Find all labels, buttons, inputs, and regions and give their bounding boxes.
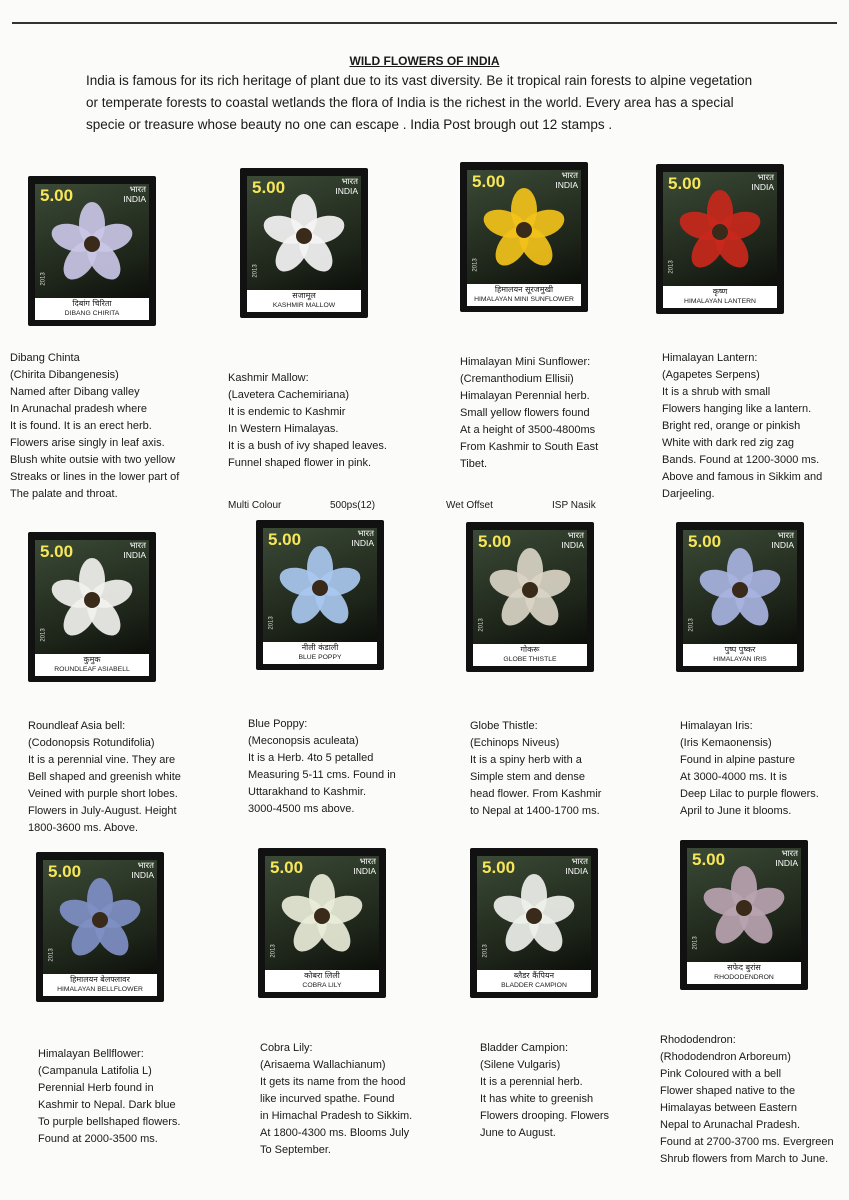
stamp-english-name: HIMALAYAN MINI SUNFLOWER (474, 296, 574, 303)
flower-description (460, 354, 598, 473)
stamp-year: 2013 (252, 264, 259, 278)
stamp-country: भारत INDIA (123, 185, 146, 204)
description-title: Rhododendron: (660, 1034, 736, 1046)
flower-description (260, 1040, 412, 1159)
description-line: Himalayan Perennial herb. (460, 390, 590, 402)
description-line: Named after Dibang valley (10, 386, 140, 398)
flower-description (660, 1032, 834, 1168)
description-line: Found at 2700-3700 ms. Evergreen (660, 1136, 834, 1148)
stamp-year: 2013 (270, 944, 277, 958)
description-line: (Meconopsis aculeata) (248, 735, 359, 747)
stamp-english-name: BLADDER CAMPION (501, 982, 567, 989)
description-line: (Agapetes Serpens) (662, 369, 760, 381)
stamp-hindi-name: कुमुक (83, 655, 101, 664)
description-title: Roundleaf Asia bell: (28, 720, 126, 732)
stamp-hindi-name: नीली कंडाली (301, 643, 339, 652)
stamp-value: 5.00 (40, 542, 74, 561)
flower-description (680, 718, 819, 820)
description-line: It has white to greenish (480, 1093, 594, 1105)
description-line: Tibet. (460, 458, 488, 470)
stamp-year: 2013 (478, 618, 485, 632)
description-line: It is a perennial herb. (480, 1076, 583, 1088)
stamp-caption (687, 962, 801, 984)
description-line: Nepal to Arunachal Pradesh. (660, 1119, 801, 1131)
stamp-caption (477, 970, 591, 992)
description-line: White with dark red zig zag (662, 437, 795, 449)
description-title: Himalayan Iris: (680, 720, 753, 732)
description-line: To purple bellshaped flowers. (38, 1116, 181, 1128)
stamp (258, 848, 386, 998)
stamp-english-name: BLUE POPPY (298, 654, 342, 661)
stamp (256, 520, 384, 670)
flower-description (248, 716, 396, 818)
description-title: Globe Thistle: (470, 720, 538, 732)
stamp (680, 840, 808, 990)
description-line: Above and famous in Sikkim and (662, 471, 823, 483)
description-title: Kashmir Mallow: (228, 372, 309, 384)
description-line: Deep Lilac to purple flowers. (680, 788, 819, 800)
stamp-english-name: DIBANG CHIRITA (64, 310, 120, 317)
stamp-caption (683, 644, 797, 666)
flower-description (10, 350, 179, 503)
stamp-country: भारत INDIA (555, 171, 578, 190)
description-title: Dibang Chinta (10, 352, 80, 364)
stamp-value: 5.00 (478, 532, 512, 551)
description-line: Flowers drooping. Flowers (480, 1110, 609, 1122)
flower-description (480, 1040, 609, 1142)
flower-description (228, 370, 387, 472)
description-line: 3000-4500 ms above. (248, 803, 355, 815)
description-line: Bell shaped and greenish white (28, 771, 181, 783)
stamp-hindi-name: सजामूल (292, 291, 316, 300)
description-line: like incurved spathe. Found (260, 1093, 395, 1105)
stamp-english-name: KASHMIR MALLOW (272, 302, 336, 309)
description-title: Blue Poppy: (248, 718, 308, 730)
description-line: April to June it blooms. (680, 805, 792, 817)
stamp-year: 2013 (48, 948, 55, 962)
stamp-year: 2013 (688, 618, 695, 632)
stamp-value: 5.00 (688, 532, 722, 551)
description-line: Small yellow flowers found (460, 407, 590, 419)
description-line: (Rhododendron Arboreum) (660, 1051, 791, 1063)
description-line: It gets its name from the hood (260, 1076, 406, 1088)
description-line: Measuring 5-11 cms. Found in (248, 769, 396, 781)
stamp-country: भारत INDIA (775, 849, 798, 868)
stamp-country: भारत INDIA (751, 173, 774, 192)
description-line: Streaks or lines in the lower part of (10, 471, 180, 483)
description-line: Bands. Found at 1200-3000 ms. (662, 454, 820, 466)
stamp (36, 852, 164, 1002)
stamp-hindi-name: दिबांग चिरिता (72, 299, 112, 308)
description-line: to Nepal at 1400-1700 ms. (470, 805, 600, 817)
stamp-year: 2013 (692, 936, 699, 950)
stamp-english-name: COBRA LILY (302, 982, 342, 989)
stamp-english-name: HIMALAYAN IRIS (713, 656, 767, 663)
stamp-value: 5.00 (482, 858, 516, 877)
description-line: Pink Coloured with a bell (660, 1068, 782, 1080)
stamp (656, 164, 784, 314)
stamp-english-name: ROUNDLEAF ASIABELL (54, 666, 130, 673)
stamp-caption (247, 290, 361, 312)
stamp-year: 2013 (40, 628, 47, 642)
description-line: June to August. (480, 1127, 556, 1139)
stamp (470, 848, 598, 998)
stamp-value: 5.00 (268, 530, 302, 549)
stamp-caption (35, 654, 149, 676)
stamp (676, 522, 804, 672)
description-line: (Echinops Niveus) (470, 737, 560, 749)
meta-count: 500ps(12) (330, 500, 376, 511)
description-line: (Chirita Dibangenesis) (10, 369, 119, 381)
stamp-hindi-name: हिमालयन बेलफ्लावर (70, 975, 130, 984)
stamp-hindi-name: कृष्ण (712, 287, 728, 296)
description-line: Veined with purple short lobes. (28, 788, 178, 800)
stamp-year: 2013 (472, 258, 479, 272)
stamp-value: 5.00 (48, 862, 82, 881)
description-line: At 1800-4300 ms. Blooms July (260, 1127, 410, 1139)
page-title: WILD FLOWERS OF INDIA (349, 54, 500, 68)
description-line: The palate and throat. (10, 488, 118, 500)
flower-description (662, 350, 822, 503)
description-line: 1800-3600 ms. Above. (28, 822, 139, 834)
stamp-caption (263, 642, 377, 664)
description-line: Found in alpine pasture (680, 754, 795, 766)
stamp-country: भारत INDIA (123, 541, 146, 560)
stamp-hindi-name: पुष्प पुष्कर (724, 645, 756, 654)
description-line: Simple stem and dense (470, 771, 585, 783)
description-line: Funnel shaped flower in pink. (228, 457, 372, 469)
stamp-caption (467, 284, 581, 306)
meta-process: Wet Offset (446, 500, 493, 511)
description-line: Himalayas between Eastern (660, 1102, 797, 1114)
description-line: Found at 2000-3500 ms. (38, 1133, 158, 1145)
stamp-country: भारत INDIA (565, 857, 588, 876)
stamp-caption (473, 644, 587, 666)
stamp-hindi-name: सफेद बुरांस (727, 963, 761, 972)
flower-description (28, 718, 181, 837)
description-line: (Codonopsis Rotundifolia) (28, 737, 155, 749)
stamp-value: 5.00 (472, 172, 506, 191)
stamp-caption (43, 974, 157, 996)
stamp-caption (663, 286, 777, 308)
description-title: Himalayan Mini Sunflower: (460, 356, 591, 368)
stamp (240, 168, 368, 318)
stamp-year: 2013 (268, 616, 275, 630)
description-line: Perennial Herb found in (38, 1082, 154, 1094)
flower-description (38, 1046, 180, 1148)
description-line: Shrub flowers from March to June. (660, 1153, 829, 1165)
description-line: It is a shrub with small (662, 386, 771, 398)
stamp-value: 5.00 (40, 186, 74, 205)
description-line: (Iris Kemaonensis) (680, 737, 772, 749)
description-line: It is a bush of ivy shaped leaves. (228, 440, 387, 452)
stamp-year: 2013 (482, 944, 489, 958)
stamp-value: 5.00 (668, 174, 702, 193)
stamp (28, 532, 156, 682)
stamp-country: भारत INDIA (335, 177, 358, 196)
stamp-country: भारत INDIA (771, 531, 794, 550)
description-line: Blush white outsie with two yellow (10, 454, 176, 466)
stamp-english-name: RHODODENDRON (714, 974, 774, 981)
stamp-hindi-name: कोबरा लिली (304, 971, 340, 980)
description-line: (Arisaema Wallachianum) (260, 1059, 386, 1071)
stamp (460, 162, 588, 312)
description-line: To September. (260, 1144, 331, 1156)
stamp-value: 5.00 (252, 178, 286, 197)
stamp-country: भारत INDIA (353, 857, 376, 876)
stamp-value: 5.00 (692, 850, 726, 869)
stamp-hindi-name: गोकरू (520, 645, 540, 654)
meta-printer: ISP Nasik (552, 500, 596, 511)
description-line: (Lavetera Cachemiriana) (228, 389, 350, 401)
description-line: Kashmir to Nepal. Dark blue (38, 1099, 176, 1111)
stamp (28, 176, 156, 326)
description-line: Darjeeling. (662, 488, 715, 500)
top-rule (12, 22, 837, 24)
description-line: It is endemic to Kashmir (228, 406, 346, 418)
description-line: Flower shaped native to the (660, 1085, 796, 1097)
description-line: Flowers in July-August. Height (28, 805, 177, 817)
description-line: It is a Herb. 4to 5 petalled (248, 752, 374, 764)
description-line: It is a perennial vine. They are (28, 754, 176, 766)
stamp-country: भारत INDIA (351, 529, 374, 548)
description-line: At 3000-4000 ms. It is (680, 771, 787, 783)
stamp-caption (35, 298, 149, 320)
description-line: At a height of 3500-4800ms (460, 424, 596, 436)
stamp-hindi-name: ब्लैडर कैंपियन (513, 971, 555, 980)
description-line: (Cremanthodium Ellisii) (460, 373, 574, 385)
stamp-country: भारत INDIA (561, 531, 584, 550)
description-line: Uttarakhand to Kashmir. (248, 786, 367, 798)
description-line: In Western Himalayas. (228, 423, 339, 435)
stamp-hindi-name: हिमालयन सूरजमुखी (494, 285, 554, 294)
description-title: Himalayan Bellflower: (38, 1048, 144, 1060)
description-line: in Himachal Pradesh to Sikkim. (260, 1110, 413, 1122)
description-line: head flower. From Kashmir (470, 788, 602, 800)
description-line: Flowers hanging like a lantern. (662, 403, 812, 415)
stamp-caption (265, 970, 379, 992)
description-line: (Silene Vulgaris) (480, 1059, 561, 1071)
meta-colour: Multi Colour (228, 500, 282, 511)
stamp (466, 522, 594, 672)
description-line: It is a spiny herb with a (470, 754, 582, 766)
stamp-country: भारत INDIA (131, 861, 154, 880)
description-line: (Campanula Latifolia L) (38, 1065, 152, 1077)
description-line: From Kashmir to South East (460, 441, 599, 453)
description-title: Cobra Lily: (260, 1042, 313, 1054)
description-title: Bladder Campion: (480, 1042, 569, 1054)
description-line: It is found. It is an erect herb. (10, 420, 152, 432)
stamp-year: 2013 (40, 272, 47, 286)
stamp-english-name: HIMALAYAN BELLFLOWER (57, 986, 143, 993)
description-title: Himalayan Lantern: (662, 352, 758, 364)
intro-paragraph: India is famous for its rich heritage of plant due to its vast diversity. Be it tropical rain forests to alpine vegetation or temperate forests to coastal wetlands the flora of India is the richest in the world. Every area has a special specie or treasure whose beauty no one can escape . India Post brough out 12 stamps . (86, 73, 753, 132)
stamp-english-name: HIMALAYAN LANTERN (684, 298, 756, 305)
description-line: Flowers arise singly in leaf axis. (10, 437, 165, 449)
stamp-english-name: GLOBE THISTLE (503, 656, 557, 663)
description-line: Bright red, orange or pinkish (662, 420, 801, 432)
stamp-year: 2013 (668, 260, 675, 274)
stamp-value: 5.00 (270, 858, 304, 877)
description-line: In Arunachal pradesh where (10, 403, 147, 415)
flower-description (470, 718, 601, 820)
